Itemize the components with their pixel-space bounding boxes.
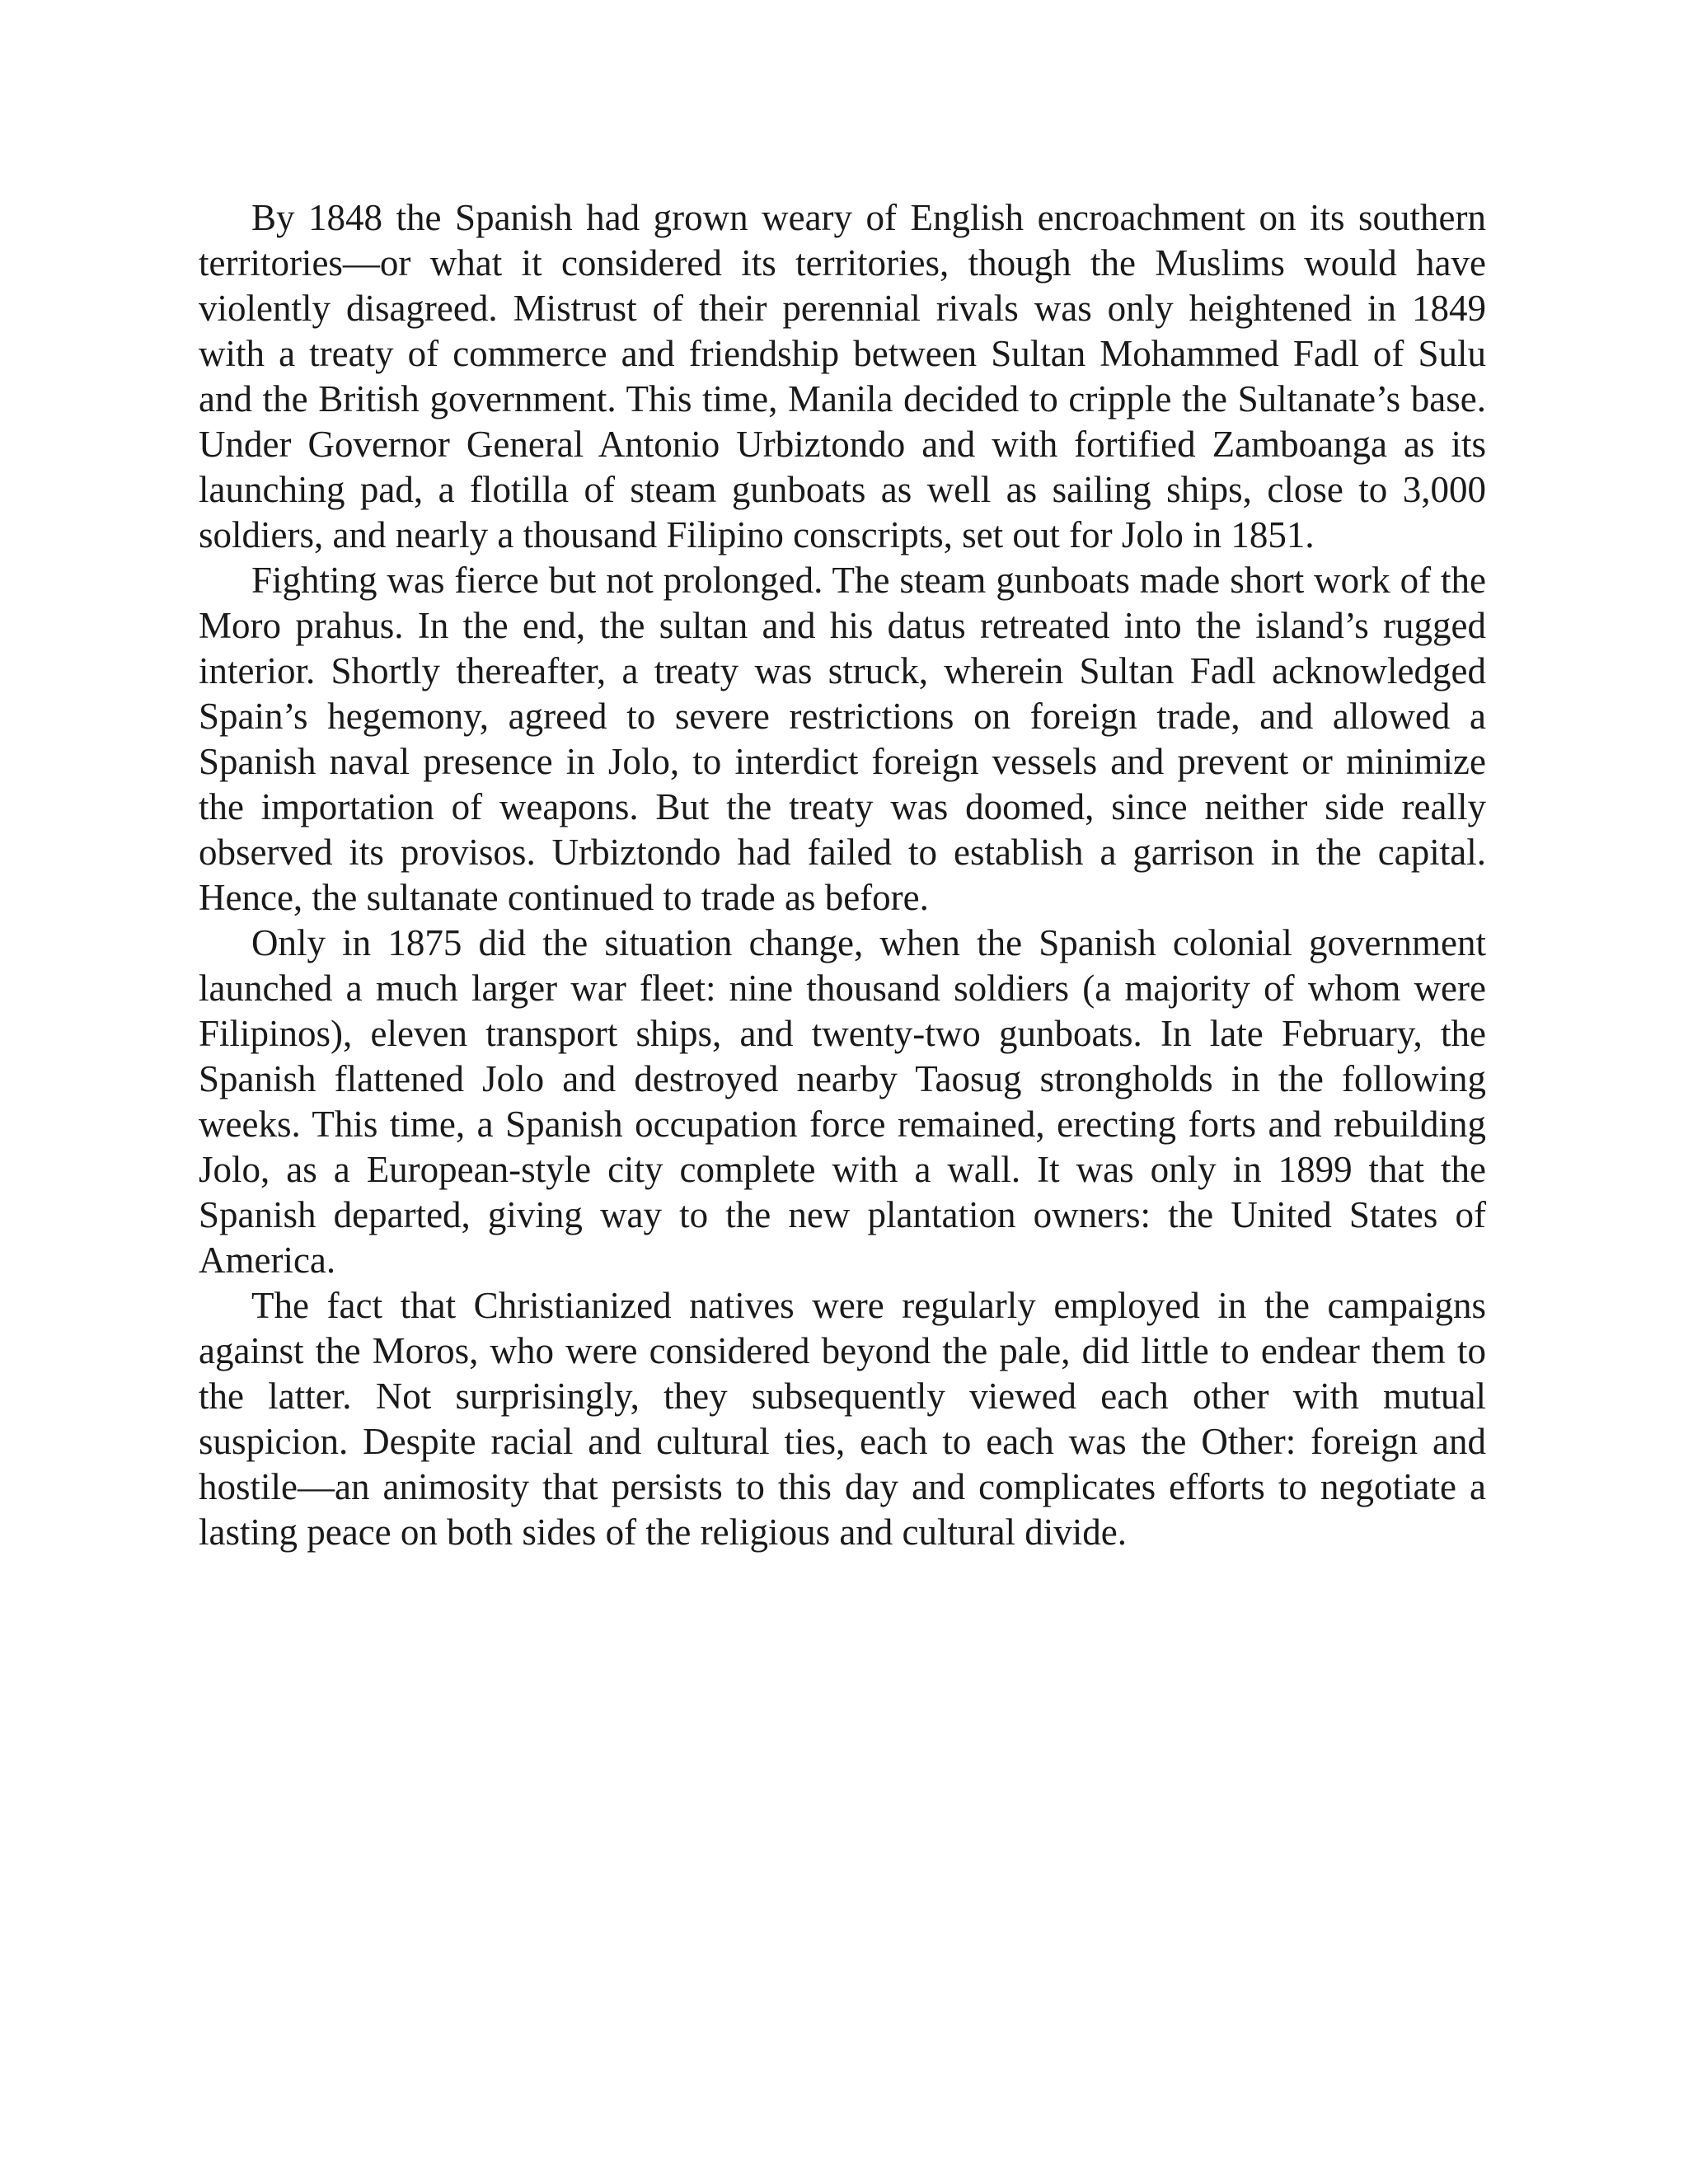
paragraph-1: By 1848 the Spanish had grown weary of English encroachment on its southern territories—or what it considered its territories, though the Muslims would have violently disagreed. Mistrust of their perennial rivals was only heightened in 1849 with a treaty of commerce and friendship between Sultan Mohammed Fadl of Sulu and the British government. This time, Manila decided to cripple the Sultanate’s base. Under Governor General Antonio Urbiztondo and with fortified Zamboanga as its launching pad, a flotilla of steam gunboats as well as sailing ships, close to 3,000 soldiers, and nearly a thousand Filipino conscripts, set out for Jolo in 1851. bbox=[199, 197, 1486, 555]
paragraph-2: Fighting was fierce but not prolonged. The steam gunboats made short work of the Moro prahus. In the end, the sultan and his datus retreated into the island’s rugged interior. Shortly thereafter, a treaty was struck, wherein Sultan Fadl acknowledged Spain’s hegemony, agreed to severe restrictions on foreign trade, and allowed a Spanish naval presence in Jolo, to interdict foreign vessels and prevent or minimize the importation of weapons. But the treaty was doomed, since neither side really observed its provisos. Urbiztondo had failed to establish a garrison in the capital. Hence, the sultanate continued to trade as before. bbox=[199, 560, 1486, 918]
paragraph-3: Only in 1875 did the situation change, when the Spanish colonial government launched a much larger war fleet: nine thousand soldiers (a majority of whom were Filipinos), eleven transport ships, and twenty-two gunboats. In late February, the Spanish flattened Jolo and destroyed nearby Taosug strongholds in the following weeks. This time, a Spanish occupation force remained, erecting forts and rebuilding Jolo, as a European-style city complete with a wall. It was only in 1899 that the Spanish departed, giving way to the new plantation owners: the United States of America. bbox=[199, 922, 1486, 1281]
body-text bbox=[199, 195, 1486, 1555]
paragraph-4: The fact that Christianized natives were regularly employed in the campaigns against the Moros, who were considered beyond the pale, did little to endear them to the latter. Not surprisingly, they subsequently viewed each other with mutual suspicion. Despite racial and cultural ties, each to each was the Other: foreign and hostile—an animosity that persists to this day and complicates efforts to negotiate a lasting peace on both sides of the religious and cultural divide. bbox=[199, 1285, 1486, 1553]
